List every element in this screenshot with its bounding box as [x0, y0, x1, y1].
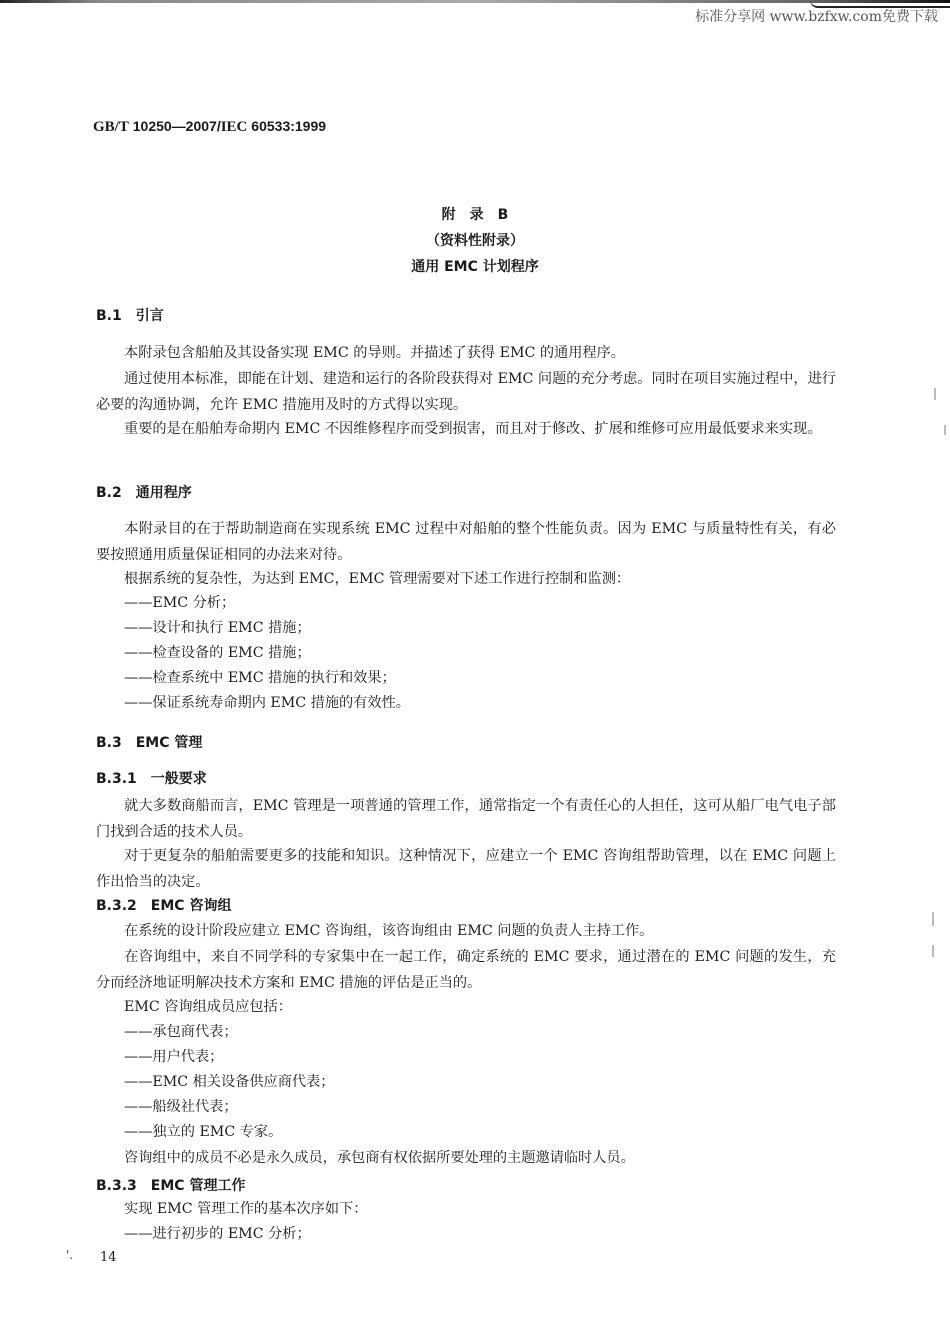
annex-heading: 通用 EMC 计划程序 [411, 259, 539, 275]
paragraph: 就大多数商船而言，EMC 管理是一项普通的管理工作，通常指定一个有责任心的人担任，这可从船厂电气电子部门找到合适的技术人员。 [96, 798, 836, 840]
paragraph: 通过使用本标准，即能在计划、建造和运行的各阶段获得对 EMC 问题的充分考虑。同时在项目实施过程中，进行必要的沟通协调，允许 EMC 措施用及时的方式得以实现。 [96, 371, 836, 413]
list-item: ——设计和执行 EMC 措施； [124, 620, 311, 636]
section-title: 引言 [135, 308, 164, 324]
section-b3-heading [96, 732, 202, 752]
members-intro: EMC 咨询组成员应包括： [124, 999, 292, 1015]
section-b33-heading [96, 1175, 245, 1195]
paragraph: 重要的是在船舶寿命期内 EMC 不因维修程序而受到损害，而且对于修改、扩展和维修可应用最低要求来实现。 [124, 421, 822, 437]
section-title: 通用程序 [135, 485, 192, 501]
annex-subtitle: （资料性附录） [426, 233, 524, 249]
watermark-text: 标准分享网 www.bzfxw.com免费下载 [695, 9, 938, 25]
section-number: B.3 [96, 735, 122, 751]
list-item: ——承包商代表； [124, 1024, 238, 1040]
page-number: 14 [100, 1250, 117, 1265]
paragraph: 在系统的设计阶段应建立 EMC 咨询组，该咨询组由 EMC 问题的负责人主持工作。 [124, 923, 654, 939]
list-item: ——检查设备的 EMC 措施； [124, 645, 311, 661]
section-number: B.1 [96, 308, 122, 324]
paragraph: 对于更复杂的船舶需要更多的技能和知识。这种情况下，应建立一个 EMC 咨询组帮助管理，以在 EMC 问题上作出恰当的决定。 [96, 848, 836, 890]
section-b2-heading [96, 482, 192, 502]
section-title: 一般要求 [150, 771, 207, 787]
scan-top-edge [0, 0, 950, 3]
iec-prefix: IEC [220, 119, 248, 135]
scan-artifact [932, 945, 934, 957]
list-item: ——检查系统中 EMC 措施的执行和效果； [124, 670, 396, 686]
paragraph: 在咨询组中，来自不同学科的专家集中在一起工作，确定系统的 EMC 要求，通过潜在的 EMC 问题的发生，充分而经济地证明解决技术方案和 EMC 措施的评估是正当的。 [96, 949, 836, 991]
section-b1-heading [96, 305, 164, 325]
scan-artifact [932, 912, 934, 926]
paragraph: 实现 EMC 管理工作的基本次序如下： [124, 1201, 368, 1217]
scan-artifact [944, 425, 946, 435]
standard-number: 10250—2007/ [132, 118, 221, 134]
list-item: ——独立的 EMC 专家。 [124, 1124, 283, 1140]
standard-header [93, 118, 326, 136]
closing-paragraph: 咨询组中的成员不必是永久成员，承包商有权依据所要处理的主题邀请临时人员。 [124, 1150, 635, 1166]
list-item: ——EMC 相关设备供应商代表； [124, 1074, 335, 1090]
scan-artifact [934, 388, 936, 400]
section-b31-heading [96, 768, 207, 788]
list-item: ——船级社代表； [124, 1099, 238, 1115]
section-number: B.3.2 [96, 898, 137, 914]
section-b32-heading [96, 895, 231, 915]
list-item: ——进行初步的 EMC 分析； [124, 1226, 311, 1242]
section-title: EMC 咨询组 [150, 898, 232, 914]
iec-number: 60533:1999 [251, 118, 327, 134]
section-number: B.3.3 [96, 1178, 137, 1194]
section-number: B.2 [96, 485, 122, 501]
list-item: ——用户代表； [124, 1049, 224, 1065]
paragraph: 本附录目的在于帮助制造商在实现系统 EMC 过程中对船舶的整个性能负责。因为 EMC 与质量特性有关，有必要按照通用质量保证相同的办法来对待。 [96, 521, 836, 563]
section-title: EMC 管理 [135, 735, 203, 751]
scan-mark: '. [66, 1248, 74, 1262]
list-item: ——保证系统寿命期内 EMC 措施的有效性。 [124, 695, 410, 711]
standard-prefix: GB/T [93, 119, 129, 135]
section-title: EMC 管理工作 [150, 1178, 246, 1194]
paragraph: 根据系统的复杂性，为达到 EMC，EMC 管理需要对下述工作进行控制和监测： [124, 571, 631, 587]
paragraph: 本附录包含船舶及其设备实现 EMC 的导则。并描述了获得 EMC 的通用程序。 [124, 345, 625, 361]
list-item: ——EMC 分析； [124, 595, 236, 611]
section-number: B.3.1 [96, 771, 137, 787]
annex-title: 附 录 B [441, 207, 509, 223]
